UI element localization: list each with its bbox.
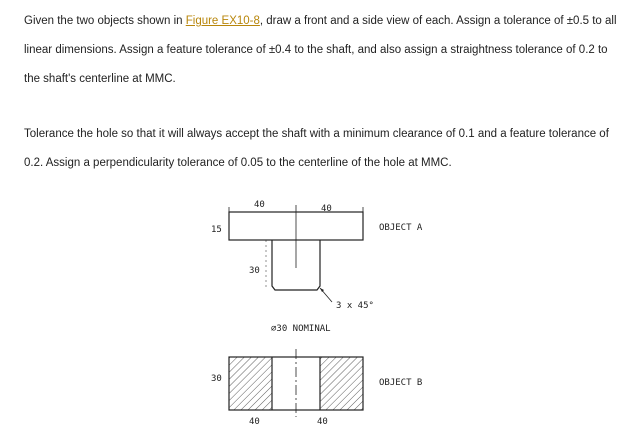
figure-link[interactable]: Figure EX10-8: [185, 15, 260, 27]
object-a: [211, 200, 423, 334]
p1-text-start: Given the two objects shown in: [24, 15, 186, 27]
object-a-chamfer: 3 x 45°: [336, 301, 374, 311]
object-b: [211, 349, 422, 427]
object-a-label: OBJECT A: [379, 223, 423, 233]
problem-paragraph-2: Tolerance the hole so that it will always accept the shaft with a minimum clearance of 0.1 and a feature tolerance of 0.2. Assign a perpendicularity tolerance of 0.05 to the centerline of the hole at MMC.: [24, 128, 609, 169]
p1-text-end: , draw a front and a side view of each. Assign a tolerance of ±0.5 to all linear dimensions. Assign a feature tolerance of ±0.4 to the shaft, and also assign a straightness tolerance of 0.2 to the shaft's centerline at MMC.: [24, 15, 617, 85]
object-a-dim-top-left: 40: [254, 200, 265, 210]
object-b-label: OBJECT B: [379, 378, 423, 388]
object-b-hatch-right: [320, 357, 363, 410]
object-b-dim-bottom-left: 40: [249, 417, 260, 427]
object-b-dim-bottom-right: 40: [317, 417, 328, 427]
object-a-nominal: ⌀30 NOMINAL: [271, 324, 331, 334]
object-b-dim-height: 30: [211, 374, 222, 384]
object-b-hatch-left: [229, 357, 272, 410]
object-a-dim-top-right: 40: [321, 204, 332, 214]
object-a-dim-height: 15: [211, 225, 222, 235]
object-a-dim-shaft-length: 30: [249, 266, 260, 276]
